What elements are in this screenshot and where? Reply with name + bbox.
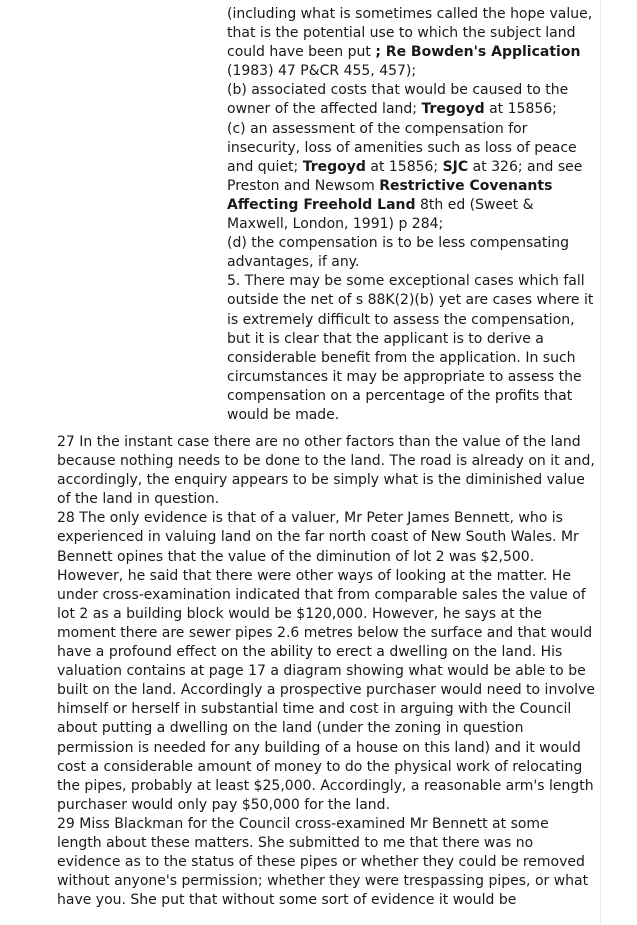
bold-citation: Affecting Freehold Land [227, 196, 416, 213]
text-line [227, 368, 599, 387]
text-line [227, 196, 599, 215]
text-line [57, 796, 599, 815]
text-line [227, 234, 599, 253]
text-run: compensation on a percentage of the profits that [227, 387, 573, 404]
text-run: circumstances it may be appropriate to assess the [227, 368, 582, 385]
text-line [57, 528, 599, 547]
text-run: at 326; and see [468, 158, 583, 175]
text-line [57, 719, 599, 738]
bold-citation: ; Re Bowden's Application [375, 44, 581, 61]
text-run: is extremely difficult to assess the compensation, [227, 311, 575, 328]
text-line [227, 253, 599, 272]
text-line [57, 681, 599, 700]
text-line [57, 662, 599, 681]
text-run: (c) an assessment of the compensation for [227, 120, 528, 137]
text-run: would be made. [227, 406, 340, 423]
text-line [227, 406, 599, 425]
text-run: at 15856; [365, 158, 443, 175]
text-line [57, 567, 599, 586]
bold-citation: SJC [442, 158, 469, 175]
text-line [57, 605, 599, 624]
text-run: outside the net of s 88K(2)(b) yet are cases where it [227, 292, 594, 309]
text-run: that is the potential use to which the subject land [227, 25, 576, 42]
text-line [57, 471, 599, 490]
bold-citation: Restrictive Covenants [379, 177, 553, 194]
text-line [227, 387, 599, 406]
text-run: 29 Miss Blackman for the Council cross-examined Mr Bennett at some [57, 815, 549, 832]
text-line [227, 349, 599, 368]
text-run: (b) associated costs that would be caused to the [227, 82, 569, 99]
text-run: length about these matters. She submitted to me that there was no [57, 834, 534, 851]
text-run: advantages, if any. [227, 254, 360, 271]
text-run: under cross-examination indicated that from comparable sales the value of [57, 586, 586, 603]
text-line [227, 177, 599, 196]
text-run: owner of the affected land; [227, 101, 422, 118]
text-line [57, 433, 599, 452]
text-line [227, 272, 599, 291]
text-run: 27 In the instant case there are no other factors than the value of the land [57, 434, 581, 450]
page-edge-divider [600, 0, 601, 925]
text-run: insecurity, loss of amenities such as loss of peace [227, 139, 577, 156]
text-run: evidence as to the status of these pipes or whether they could be removed [57, 854, 585, 871]
text-run: because nothing needs to be done to the land. The road is already on it and, [57, 453, 595, 470]
text-line [57, 700, 599, 719]
text-line [227, 158, 599, 177]
text-line [57, 452, 599, 471]
text-line [227, 120, 599, 139]
text-line [227, 24, 599, 43]
text-line [57, 490, 599, 509]
indented-quotation [227, 5, 599, 425]
text-run: about putting a dwelling on the land (under the zoning in question [57, 720, 524, 737]
text-run: without anyone's permission; whether they were trespassing pipes, or what [57, 873, 589, 890]
text-run: Preston and Newsom [227, 177, 380, 194]
text-run: 28 The only evidence is that of a valuer, Mr Peter James Bennett, who is [57, 510, 563, 527]
text-line [57, 815, 599, 834]
text-line [57, 853, 599, 872]
text-run: permission is needed for any building of a house on this land) and it would [57, 739, 581, 756]
text-run: experienced in valuing land on the far north coast of New South Wales. Mr [57, 529, 579, 546]
text-run: valuation contains at page 17 a diagram showing what would be able to be [57, 663, 586, 680]
text-run: 5. There may be some exceptional cases which fall [227, 273, 585, 290]
text-run: but it is clear that the applicant is to derive a [227, 330, 544, 347]
text-line [57, 509, 599, 528]
text-line [227, 62, 599, 81]
text-run: built on the land. Accordingly a prospective purchaser would need to involve [57, 682, 595, 699]
text-run: of the land in question. [57, 491, 220, 508]
text-line [227, 311, 599, 330]
text-run: and quiet; [227, 158, 303, 175]
text-run: could have been put [227, 44, 376, 61]
bold-citation: Tregoyd [421, 101, 485, 118]
text-run: Bennett opines that the value of the diminution of lot 2 was $2,500. [57, 548, 535, 565]
text-line [57, 834, 599, 853]
text-line [227, 43, 599, 62]
text-line [57, 643, 599, 662]
text-line [227, 139, 599, 158]
text-run: lot 2 as a building block would be $120,000. However, he says at the [57, 605, 543, 622]
text-run: cost a considerable amount of money to do the physical work of relocating [57, 758, 583, 775]
text-run: (d) the compensation is to be less compensating [227, 235, 570, 252]
text-run: (including what is sometimes called the hope value, [227, 6, 593, 22]
text-line [57, 758, 599, 777]
text-line [57, 739, 599, 758]
text-line [57, 624, 599, 643]
text-run: have you. She put that without some sort of evidence it would be [57, 892, 517, 909]
text-run: purchaser would only pay $50,000 for the land. [57, 796, 390, 813]
text-line [227, 81, 599, 100]
text-run: accordingly, the enquiry appears to be simply what is the diminished value [57, 472, 585, 489]
text-line [227, 330, 599, 349]
text-run: (1983) 47 P&CR 455, 457); [227, 63, 417, 80]
text-line [227, 100, 599, 119]
text-run: himself or herself in substantial time and cost in arguing with the Council [57, 701, 572, 718]
text-run: Maxwell, London, 1991) p 284; [227, 216, 444, 233]
text-run: However, he said that there were other ways of looking at the matter. He [57, 567, 571, 584]
text-run: 8th ed (Sweet & [415, 196, 534, 213]
text-line [57, 872, 599, 891]
judgment-paragraphs [57, 433, 599, 910]
text-line [57, 586, 599, 605]
text-line [227, 215, 599, 234]
text-run: considerable benefit from the application. In such [227, 349, 576, 366]
text-run: at 15856; [484, 101, 557, 118]
text-line [227, 291, 599, 310]
text-line [57, 891, 599, 910]
text-run: moment there are sewer pipes 2.6 metres below the surface and that would [57, 624, 593, 641]
text-line [227, 5, 599, 24]
bold-citation: Tregoyd [302, 158, 366, 175]
text-line [57, 777, 599, 796]
text-line [57, 548, 599, 567]
text-run: the pipes, probably at least $25,000. Accordingly, a reasonable arm's length [57, 777, 594, 794]
text-run: have a profound effect on the ability to erect a dwelling on the land. His [57, 644, 563, 661]
